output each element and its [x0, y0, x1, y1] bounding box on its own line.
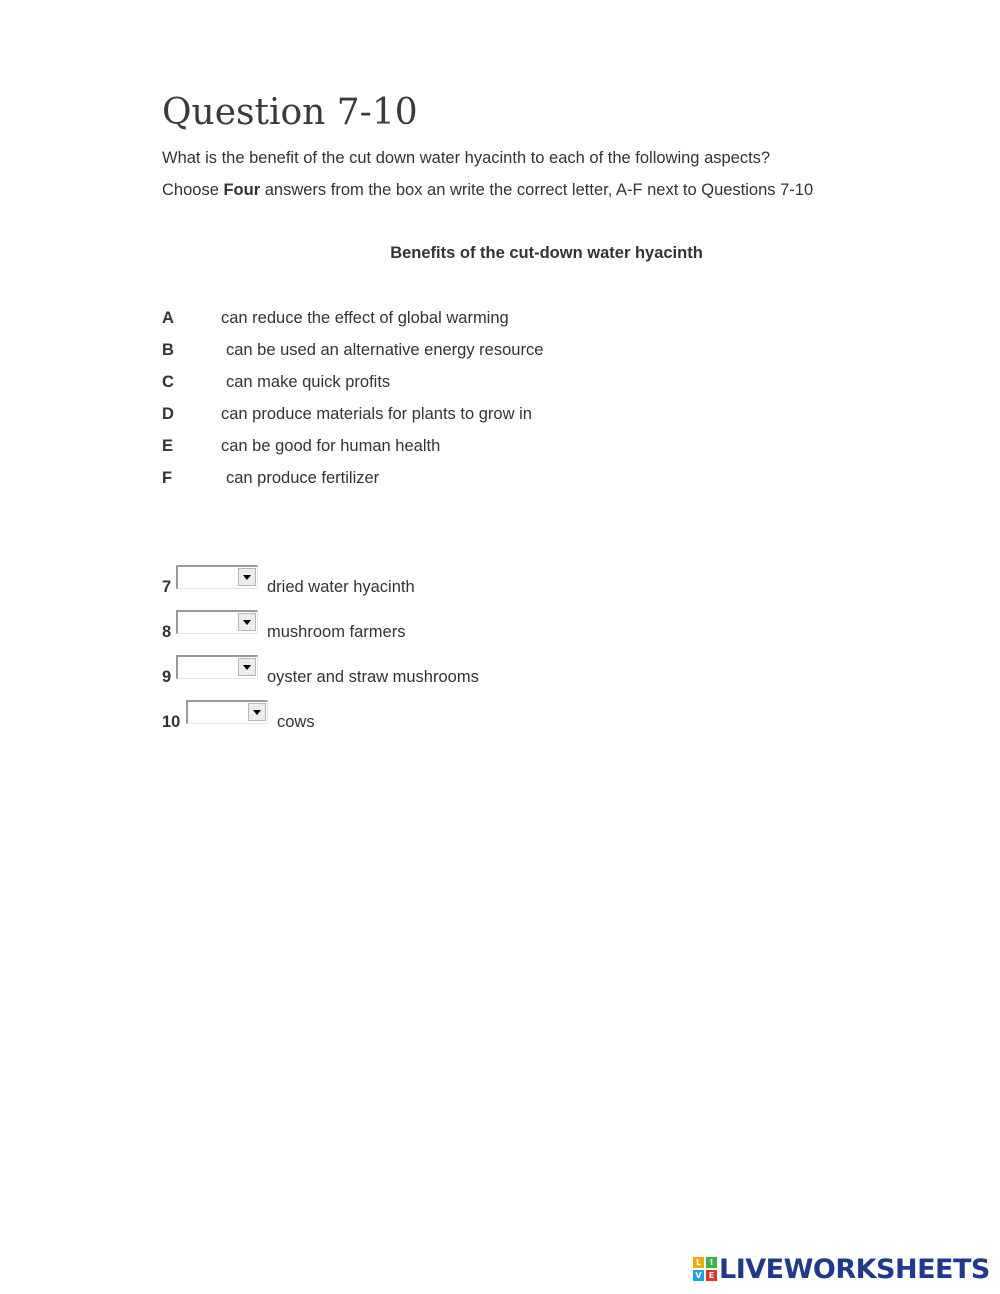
instruction-before: Choose: [162, 181, 224, 199]
instruction-line-1: What is the benefit of the cut down water hyacinth to each of the following aspects?: [162, 149, 771, 167]
answer-dropdown-9[interactable]: [176, 655, 258, 679]
option-text: can produce fertilizer: [226, 469, 380, 487]
logo-mark-icon: [693, 1257, 717, 1281]
page-title: Question 7-10: [162, 92, 418, 133]
instruction-after: answers from the box an write the correct letter, A-F next to Questions 7-10: [260, 181, 814, 199]
option-letter: B: [162, 341, 174, 359]
question-text: cows: [277, 713, 315, 731]
box-title: Benefits of the cut-down water hyacinth: [390, 244, 703, 262]
logo-mark-letter: L: [693, 1257, 704, 1268]
logo-mark-letter: E: [706, 1270, 717, 1281]
question-text: oyster and straw mushrooms: [267, 668, 479, 686]
answer-dropdown-8[interactable]: [176, 610, 258, 634]
option-text: can be good for human health: [221, 437, 441, 455]
logo-mark-letter: V: [693, 1270, 704, 1281]
chevron-down-icon[interactable]: [248, 703, 266, 721]
question-number: 10: [162, 713, 181, 731]
option-letter: D: [162, 405, 174, 423]
option-text: can reduce the effect of global warming: [221, 309, 509, 327]
question-number: 7: [162, 578, 172, 596]
chevron-down-icon[interactable]: [238, 613, 256, 631]
chevron-down-icon[interactable]: [238, 568, 256, 586]
question-number: 9: [162, 668, 172, 686]
option-letter: A: [162, 309, 174, 327]
option-text: can make quick profits: [226, 373, 391, 391]
answer-dropdown-7[interactable]: [176, 565, 258, 589]
option-letter: E: [162, 437, 174, 455]
instruction-line-2: [162, 181, 813, 200]
question-text: dried water hyacinth: [267, 578, 415, 596]
logo-mark-letter: I: [706, 1257, 717, 1268]
answer-dropdown-10[interactable]: [186, 700, 268, 724]
liveworksheets-logo: [693, 1254, 990, 1284]
chevron-down-icon[interactable]: [238, 658, 256, 676]
option-letter: F: [162, 469, 173, 487]
option-text: can be used an alternative energy resource: [226, 341, 544, 359]
logo-text: LIVEWORKSHEETS: [719, 1253, 990, 1285]
option-text: can produce materials for plants to grow in: [221, 405, 532, 423]
question-number: 8: [162, 623, 172, 641]
question-text: mushroom farmers: [267, 623, 406, 641]
instruction-bold: Four: [223, 181, 261, 199]
option-letter: C: [162, 373, 174, 391]
